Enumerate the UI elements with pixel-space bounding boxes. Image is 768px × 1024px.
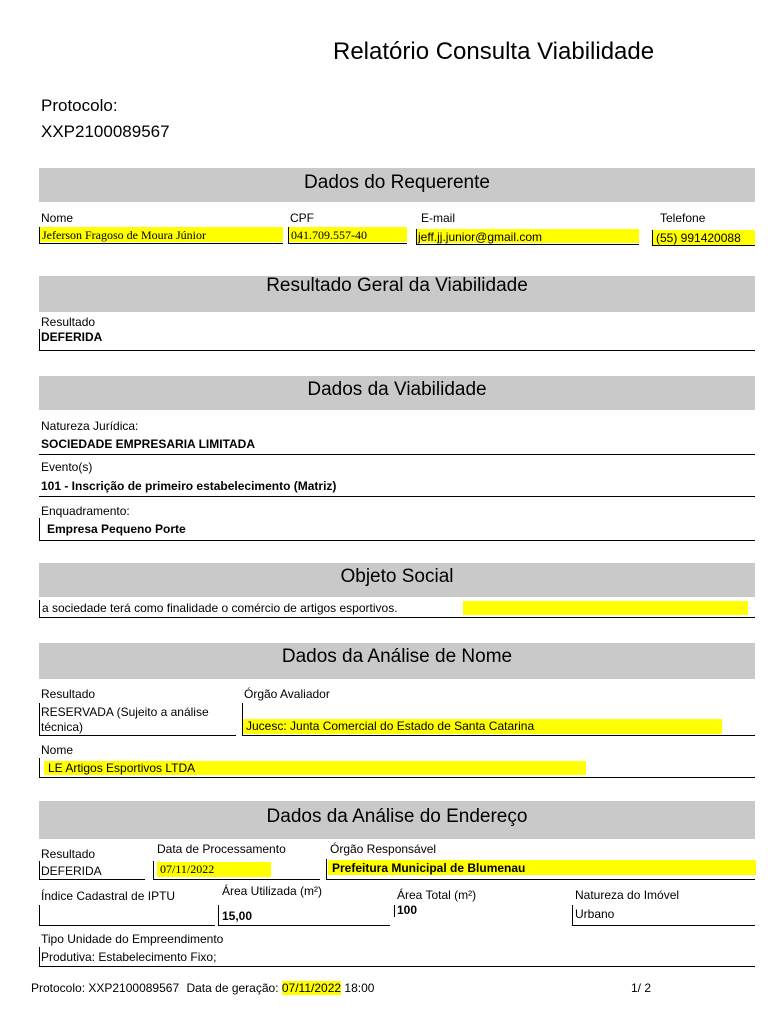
enquadramento-label: Enquadramento: <box>41 504 130 518</box>
enquadramento-value: Empresa Pequeno Porte <box>47 522 186 536</box>
field-border <box>652 230 653 246</box>
footer-geracao-date: 07/11/2022 <box>281 981 342 995</box>
analise-nome-label: Nome <box>41 743 74 757</box>
requerente-email: jeff.jj.junior@gmail.com <box>418 230 543 244</box>
footer-page-number: 1/ 2 <box>631 981 652 995</box>
orgao-responsavel-value: Prefeitura Municipal de Blumenau <box>332 861 526 875</box>
underline <box>39 350 755 351</box>
underline <box>218 925 390 926</box>
natureza-juridica-label: Natureza Jurídica: <box>41 419 139 433</box>
underline <box>39 496 755 497</box>
footer-info <box>31 981 374 995</box>
section-header-analise-nome: Dados da Análise de Nome <box>39 643 755 679</box>
analise-nome-resultado-line1: RESERVADA (Sujeito a análise <box>41 705 209 719</box>
requerente-email-label: E-mail <box>421 211 456 225</box>
analise-nome-resultado-line2: técnica) <box>41 720 84 734</box>
field-border <box>39 600 40 617</box>
report-title: Relatório Consulta Viabilidade <box>333 38 655 65</box>
underline <box>326 879 755 880</box>
area-total-value: 100 <box>397 903 418 917</box>
data-processamento-value: 07/11/2022 <box>160 862 215 876</box>
evento-label: Evento(s) <box>41 460 93 474</box>
area-utilizada-label: Área Utilizada (m²) <box>222 884 323 898</box>
underline <box>39 617 755 618</box>
field-border <box>39 758 40 777</box>
iptu-label: Índice Cadastral de IPTU <box>41 889 176 903</box>
resultado-geral-label: Resultado <box>41 315 96 329</box>
underline <box>39 777 755 778</box>
natureza-imovel-value: Urbano <box>575 907 615 921</box>
requerente-nome-label: Nome <box>41 211 74 225</box>
underline <box>288 243 407 244</box>
underline <box>572 925 755 926</box>
field-border <box>153 861 154 879</box>
field-border <box>218 905 219 925</box>
evento-value: 101 - Inscrição de primeiro estabelecimento (Matriz) <box>41 479 337 493</box>
underline <box>153 879 320 880</box>
field-border <box>326 859 327 879</box>
field-border <box>39 518 40 540</box>
underline <box>39 454 755 455</box>
objeto-social-text: a sociedade terá como finalidade o comércio de artigos esportivos. <box>42 601 398 615</box>
field-border <box>242 703 243 735</box>
footer-geracao-label: Data de geração: <box>186 981 279 995</box>
field-border <box>39 227 40 244</box>
data-processamento-label: Data de Processamento <box>157 842 286 856</box>
underline <box>39 540 755 541</box>
area-total-label: Área Total (m²) <box>397 888 477 902</box>
protocol-label: Protocolo: <box>41 96 118 115</box>
footer-geracao-time: 18:00 <box>344 981 375 995</box>
section-header-resultado-geral: Resultado Geral da Viabilidade <box>39 276 755 312</box>
underline <box>39 243 283 244</box>
requerente-telefone-label: Telefone <box>660 211 706 225</box>
underline <box>39 966 755 967</box>
underline <box>652 245 755 246</box>
resultado-geral-value: DEFERIDA <box>41 330 103 344</box>
field-border <box>39 905 40 925</box>
tipo-unidade-label: Tipo Unidade do Empreendimento <box>41 932 224 946</box>
footer-protocol: Protocolo: XXP2100089567 <box>31 981 180 995</box>
orgao-avaliador-value: Jucesc: Junta Comercial do Estado de Santa Catarina <box>246 719 535 733</box>
field-border <box>394 905 395 917</box>
requerente-telefone: (55) 991420088 <box>656 231 741 245</box>
natureza-juridica-value: SOCIEDADE EMPRESARIA LIMITADA <box>41 437 256 451</box>
requerente-cpf-label: CPF <box>290 211 314 225</box>
endereco-resultado-label: Resultado <box>41 847 96 861</box>
endereco-resultado-value: DEFERIDA <box>41 864 102 878</box>
underline <box>416 244 639 245</box>
tipo-unidade-value: Produtiva: Estabelecimento Fixo; <box>41 950 217 964</box>
field-border <box>39 329 40 350</box>
field-border <box>416 229 417 245</box>
requerente-cpf: 041.709.557-40 <box>291 228 367 242</box>
section-header-analise-endereco: Dados da Análise do Endereço <box>39 801 755 839</box>
analise-nome-value: LE Artigos Esportivos LTDA <box>48 761 196 775</box>
area-utilizada-value: 15,00 <box>222 909 253 923</box>
protocol-number: XXP2100089567 <box>41 122 170 141</box>
underline <box>242 735 755 736</box>
natureza-imovel-label: Natureza do Imóvel <box>575 888 680 902</box>
field-border <box>572 905 573 925</box>
section-header-requerente: Dados do Requerente <box>39 168 755 202</box>
section-header-viabilidade: Dados da Viabilidade <box>39 376 755 410</box>
requerente-nome: Jeferson Fragoso de Moura Júnior <box>42 228 206 242</box>
highlight-objeto <box>463 601 748 615</box>
field-border <box>39 861 40 879</box>
section-header-objeto-social: Objeto Social <box>39 563 755 597</box>
underline <box>39 879 145 880</box>
underline <box>39 925 215 926</box>
analise-nome-resultado-label: Resultado <box>41 687 96 701</box>
field-border <box>288 227 289 244</box>
orgao-responsavel-label: Órgão Responsável <box>330 842 437 856</box>
field-border <box>39 703 40 735</box>
orgao-avaliador-label: Órgão Avaliador <box>244 687 330 701</box>
field-border <box>39 947 40 966</box>
underline <box>39 735 236 736</box>
